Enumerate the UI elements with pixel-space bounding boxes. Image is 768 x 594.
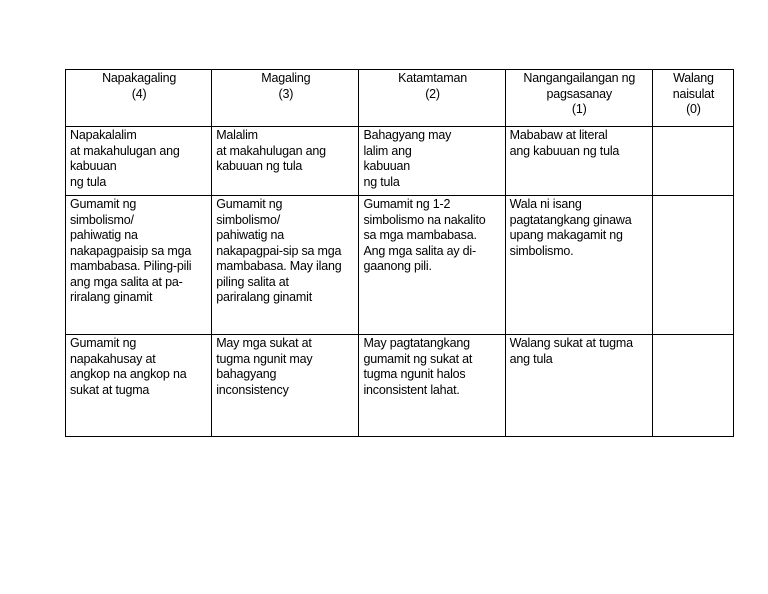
table-row (66, 196, 734, 335)
header-cell-line: Napakagaling (102, 71, 177, 85)
cell-line: Gumamit ng 1-2 (363, 197, 451, 211)
header-cell-line: (0) (686, 102, 701, 116)
table-cell (212, 335, 359, 437)
header-cell-line: (4) (131, 86, 147, 101)
cell-line: angkop na angkop na (70, 367, 187, 381)
table-cell (359, 196, 505, 335)
cell-line: piling salita at (216, 274, 289, 289)
cell-line: nakapagpaisip sa mga (70, 243, 192, 258)
cell-line: riralang ginamit (70, 290, 153, 304)
header-cell (505, 70, 652, 127)
cell-line: ang mga salita at pa- (70, 274, 183, 289)
cell-line: Ang mga salita ay di- (363, 243, 476, 258)
header-row (66, 70, 734, 127)
cell-line: pahiwatig na (70, 228, 138, 242)
cell-line: Malalim (216, 128, 258, 142)
header-cell-line: Walang (673, 71, 714, 85)
cell-line: napakahusay at (70, 351, 156, 366)
cell-line: tugma ngunit may (216, 351, 313, 366)
table-cell (359, 127, 505, 196)
cell-line: sukat at tugma (70, 382, 150, 397)
cell-line: tugma ngunit halos (363, 367, 466, 381)
header-cell-line: (1) (571, 102, 587, 116)
cell-line: kabuuan (363, 159, 410, 173)
table-row (66, 335, 734, 437)
cell-line: Gumamit ng (70, 336, 137, 350)
header-cell-line: naisulat (672, 86, 715, 101)
cell-line: simbolismo/ (70, 212, 134, 227)
cell-line: ng tula (363, 174, 400, 189)
cell-line: Napakalalim (70, 128, 137, 142)
cell-line: bahagyang (216, 367, 277, 381)
cell-line: Mababaw at literal (509, 128, 608, 142)
header-cell (652, 70, 733, 127)
table-cell (66, 196, 212, 335)
cell-line: gumamit ng sukat at (363, 351, 473, 366)
cell-line: simbolismo. (509, 243, 574, 258)
cell-line: pagtatangkang ginawa (509, 212, 632, 227)
table-cell (652, 196, 733, 335)
cell-line: mambabasa. May ilang (216, 259, 342, 273)
header-cell-line: Katamtaman (398, 71, 467, 85)
rubric-table (65, 69, 734, 437)
table-cell (212, 127, 359, 196)
cell-line: kabuuan ng tula (216, 159, 303, 173)
cell-line: inconsistency (216, 382, 289, 397)
table-cell (652, 127, 733, 196)
cell-line: Wala ni isang (509, 197, 582, 211)
cell-line: ng tula (70, 174, 107, 189)
header-cell-line: (2) (425, 86, 440, 101)
table-cell (505, 335, 652, 437)
table-cell (66, 335, 212, 437)
cell-line: Gumamit ng (216, 197, 283, 211)
table-cell (652, 335, 733, 437)
cell-line: Gumamit ng (70, 197, 137, 211)
header-cell-line: pagsasanay (546, 86, 612, 101)
table-row (66, 127, 734, 196)
table-cell (505, 196, 652, 335)
cell-line: lalim ang (363, 143, 412, 158)
table-cell (212, 196, 359, 335)
header-cell-line: (3) (278, 86, 294, 101)
table-cell (505, 127, 652, 196)
cell-line: gaanong pili. (363, 259, 432, 273)
cell-line: mambabasa. Piling-pili (70, 259, 192, 273)
cell-line: Bahagyang may (363, 128, 452, 142)
header-cell (212, 70, 359, 127)
cell-line: ang kabuuan ng tula (509, 143, 620, 158)
cell-line: ang tula (509, 351, 553, 366)
cell-line: at makahulugan ang (70, 143, 180, 158)
rubric-body (66, 70, 734, 437)
header-cell-line: Nangangailangan ng (523, 71, 636, 85)
cell-line: pariralang ginamit (216, 290, 312, 304)
cell-line: nakapagpai-sip sa mga (216, 243, 342, 258)
cell-line: upang makagamit ng (509, 228, 623, 242)
cell-line: at makahulugan ang (216, 143, 326, 158)
table-cell (359, 335, 505, 437)
header-cell-line: Magaling (261, 71, 311, 85)
cell-line: Walang sukat at tugma (509, 336, 633, 350)
table-cell (66, 127, 212, 196)
cell-line: inconsistent lahat. (363, 382, 460, 397)
cell-line: May pagtatangkang (363, 336, 470, 350)
header-cell (359, 70, 505, 127)
cell-line: May mga sukat at (216, 336, 312, 350)
cell-line: simbolismo/ (216, 212, 281, 227)
cell-line: simbolismo na nakalito (363, 212, 486, 227)
header-cell (66, 70, 212, 127)
cell-line: pahiwatig na (216, 228, 285, 242)
cell-line: sa mga mambabasa. (363, 228, 477, 242)
cell-line: kabuuan (70, 159, 117, 173)
